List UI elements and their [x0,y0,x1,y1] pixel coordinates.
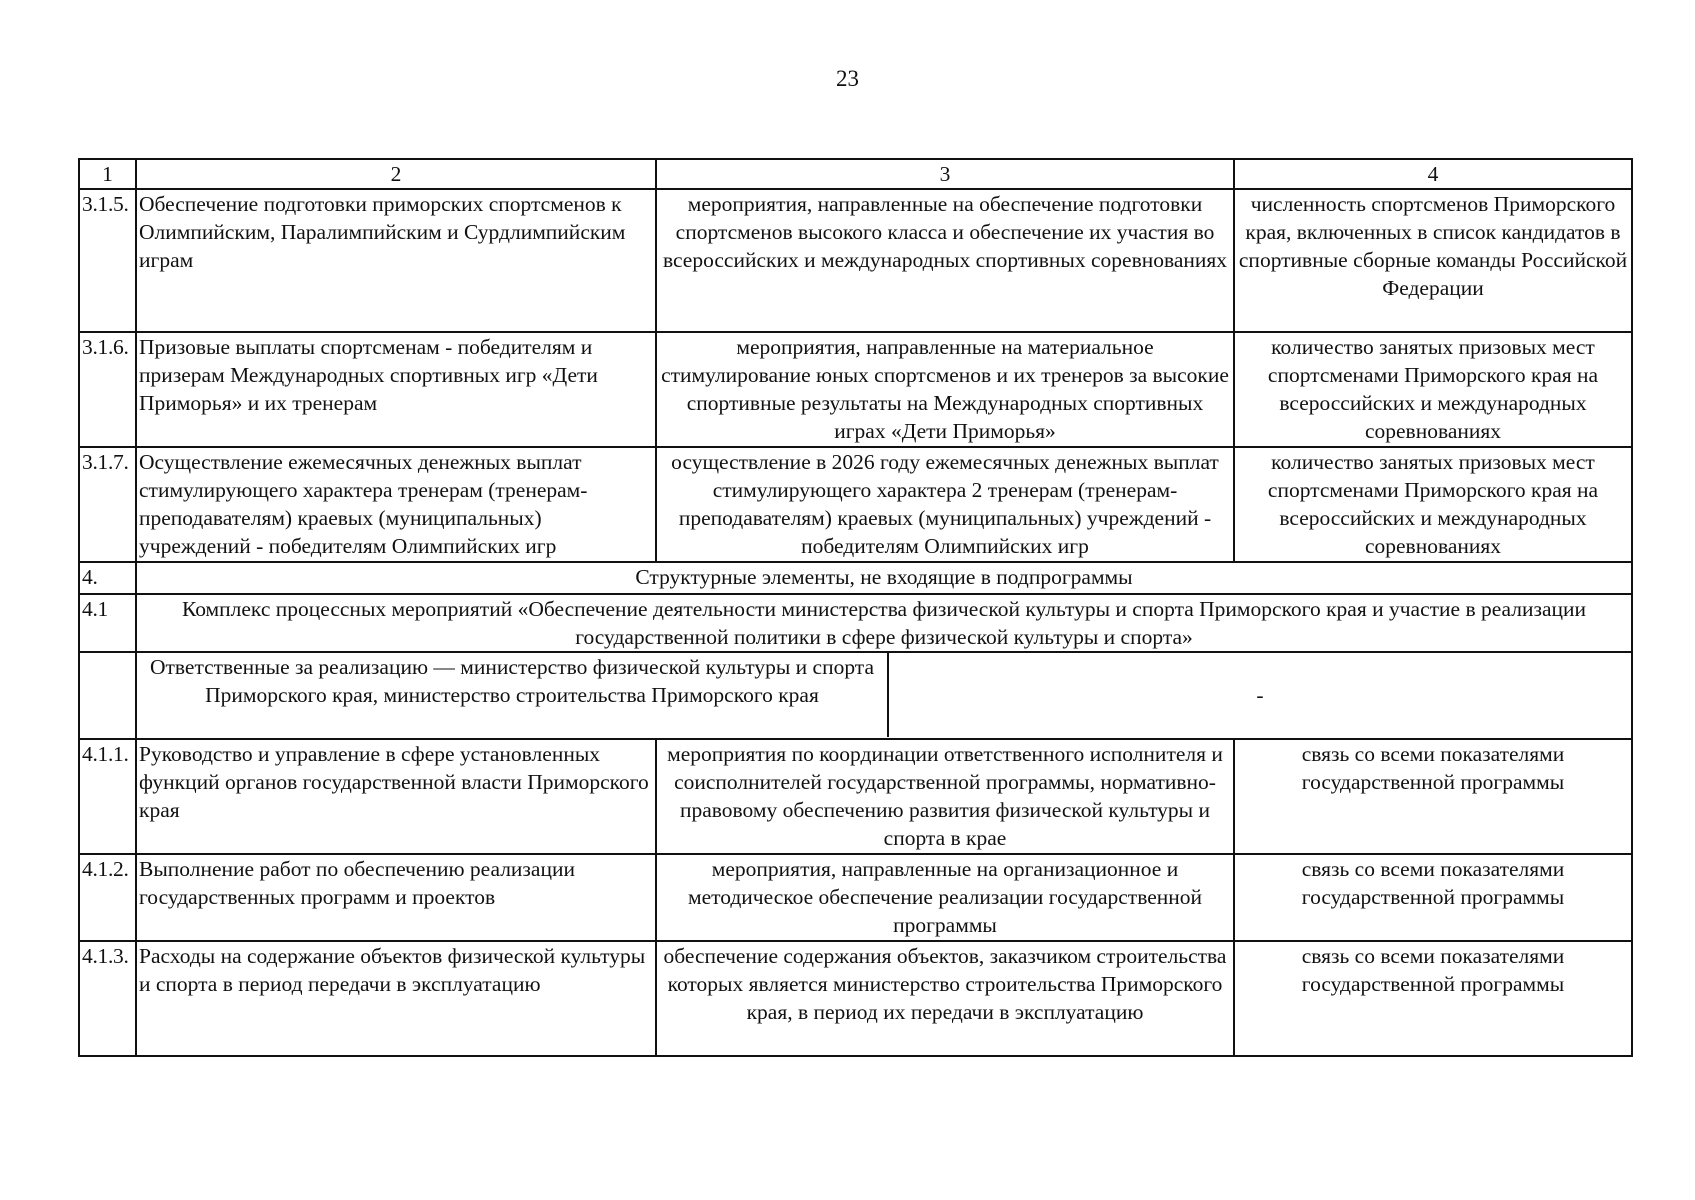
row-description: мероприятия по координации ответственного исполнителя и соисполнителей государственной программы, нормативно-правовому обеспечению развития физической культуры и спорта в крае [656,739,1234,854]
row-indicator: количество занятых призовых мест спортсменами Приморского края на всероссийских и международных соревнованиях [1234,332,1632,447]
row-indicator: связь со всеми показателями государственной программы [1234,941,1632,1056]
column-header-2: 2 [136,159,656,189]
responsible-text: Ответственные за реализацию — министерство физической культуры и спорта Приморского края, министерство строительства Приморского края [137,653,889,737]
row-description: обеспечение содержания объектов, заказчиком строительства которых является министерство строительства Приморского края, в период их передачи в эксплуатацию [656,941,1234,1056]
responsible-number-cell [79,652,136,739]
row-name: Расходы на содержание объектов физической культуры и спорта в период передачи в эксплуатацию [136,941,656,1056]
row-name: Обеспечение подготовки приморских спортсменов к Олимпийским, Паралимпийским и Сурдлимпийским играм [136,189,656,332]
complex-title: Комплекс процессных мероприятий «Обеспечение деятельности министерства физической культуры и спорта Приморского края и участие в реализации государственной политики в сфере физической культуры и спорта» [136,594,1632,652]
responsible-cell [136,652,1632,739]
responsible-split [137,653,1631,737]
table-row [79,739,1632,854]
row-name: Выполнение работ по обеспечению реализации государственных программ и проектов [136,854,656,941]
section-row [79,562,1632,594]
table-row [79,189,1632,332]
row-indicator: численность спортсменов Приморского края, включенных в список кандидатов в спортивные сборные команды Российской Федерации [1234,189,1632,332]
column-header-4: 4 [1234,159,1632,189]
row-description: мероприятия, направленные на материальное стимулирование юных спортсменов и их тренеров за высокие спортивные результаты на Международных спортивных играх «Дети Приморья» [656,332,1234,447]
row-number: 4.1.1. [79,739,136,854]
row-indicator: связь со всеми показателями государственной программы [1234,739,1632,854]
page-number: 23 [836,66,859,91]
row-description: мероприятия, направленные на организационное и методическое обеспечение реализации государственной программы [656,854,1234,941]
row-name: Призовые выплаты спортсменам - победителям и призерам Международных спортивных игр «Дети Приморья» и их тренерам [136,332,656,447]
responsible-value: - [1256,683,1264,707]
row-indicator: количество занятых призовых мест спортсменами Приморского края на всероссийских и международных соревнованиях [1234,447,1632,562]
column-header-3: 3 [656,159,1234,189]
row-description: осуществление в 2026 году ежемесячных денежных выплат стимулирующего характера 2 тренерам (тренерам-преподавателям) краевых (муниципальных) учреждений - победителям Олимпийских игр [656,447,1234,562]
table-row [79,854,1632,941]
row-number: 4.1.2. [79,854,136,941]
program-table [78,158,1633,1057]
row-name: Руководство и управление в сфере установленных функций органов государственной власти Приморского края [136,739,656,854]
table-row [79,941,1632,1056]
section-number: 4. [79,562,136,594]
complex-row [79,594,1632,652]
row-indicator: связь со всеми показателями государственной программы [1234,854,1632,941]
column-header-1: 1 [79,159,136,189]
row-number: 3.1.6. [79,332,136,447]
table-header-row [79,159,1632,189]
table-row [79,332,1632,447]
table-row [79,447,1632,562]
row-number: 4.1.3. [79,941,136,1056]
row-description: мероприятия, направленные на обеспечение подготовки спортсменов высокого класса и обеспечение их участия во всероссийских и международных спортивных соревнованиях [656,189,1234,332]
responsible-row [79,652,1632,739]
row-name: Осуществление ежемесячных денежных выплат стимулирующего характера тренерам (тренерам-преподавателям) краевых (муниципальных) учреждений - победителям Олимпийских игр [136,447,656,562]
row-number: 3.1.5. [79,189,136,332]
complex-number: 4.1 [79,594,136,652]
row-number: 3.1.7. [79,447,136,562]
section-title: Структурные элементы, не входящие в подпрограммы [136,562,1632,594]
